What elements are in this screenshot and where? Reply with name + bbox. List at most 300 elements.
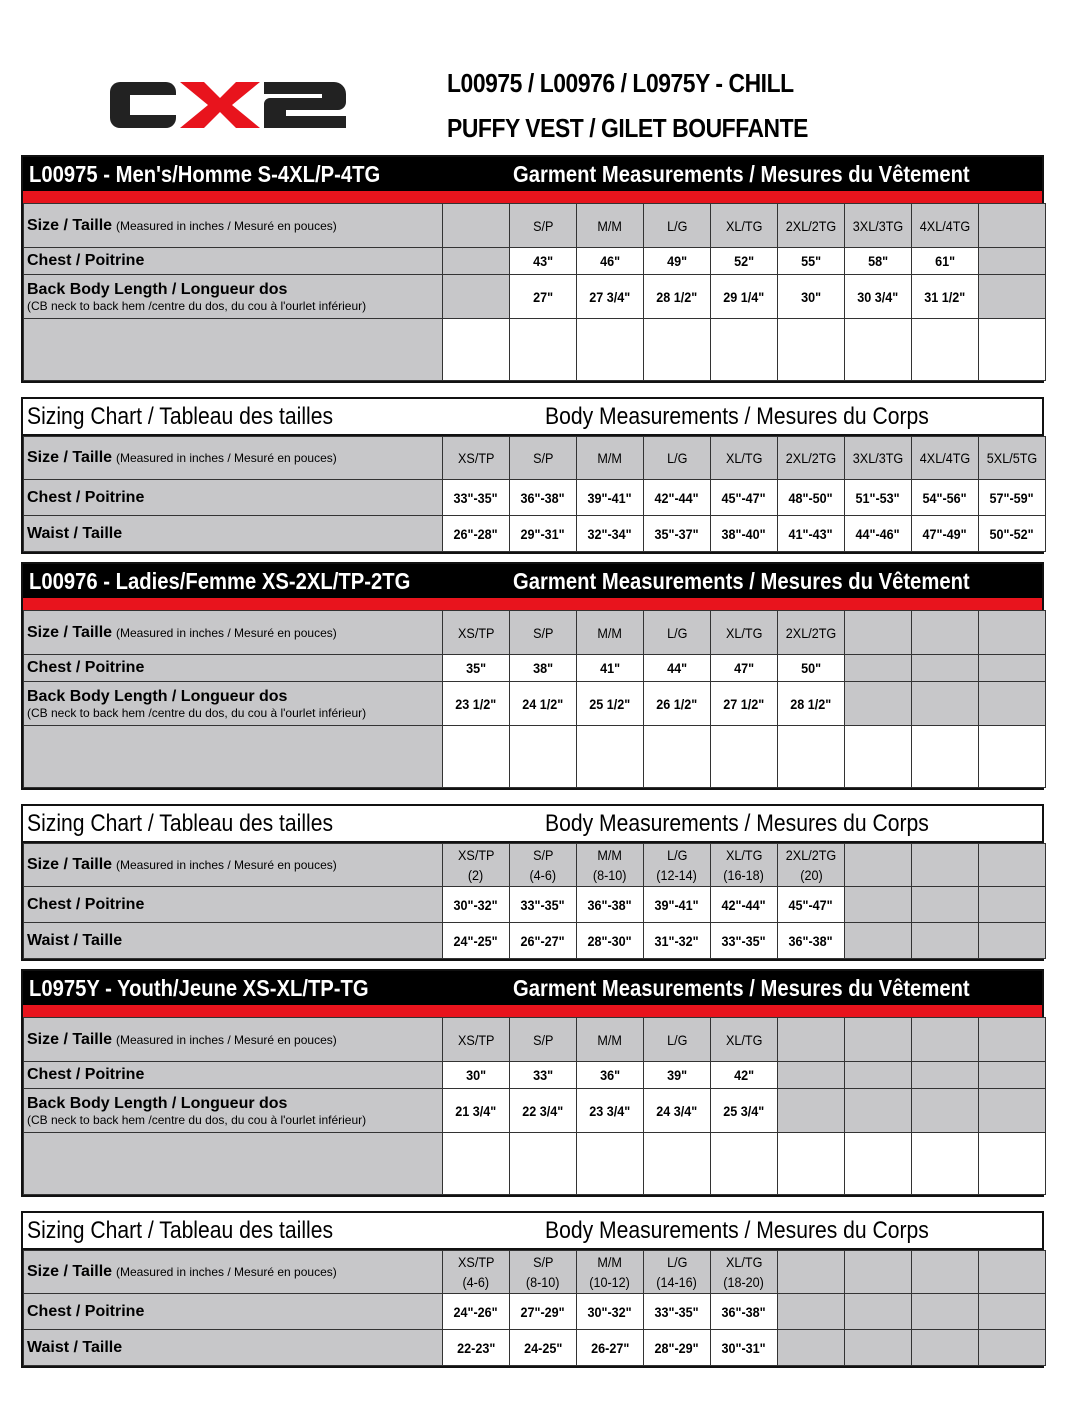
table-cell	[778, 1330, 845, 1366]
table-cell	[979, 1089, 1046, 1133]
measurement-value: 28"-30"	[587, 932, 633, 949]
table-cell	[912, 437, 979, 480]
sizing-chart-title: Sizing Chart / Tableau des tailles	[27, 810, 334, 837]
table-cell	[443, 1089, 510, 1133]
table-cell	[912, 1251, 979, 1294]
table-cell	[711, 1089, 778, 1133]
table-cell	[510, 1251, 577, 1294]
row-label	[24, 611, 443, 655]
size-row	[24, 1251, 1046, 1294]
table-cell	[979, 611, 1046, 655]
table-cell	[443, 248, 510, 275]
table-cell	[845, 1018, 912, 1062]
document-title-line2: PUFFY VEST / GILET BOUFFANTE	[447, 113, 808, 143]
table-cell	[644, 275, 711, 319]
table-cell	[443, 887, 510, 923]
table-cell	[845, 844, 912, 887]
measurement-value: 36"-38"	[788, 932, 834, 949]
table-cell	[577, 204, 644, 248]
garment-measurements-section	[21, 969, 1044, 1197]
size-name: XS/TP	[457, 1031, 495, 1048]
table-cell	[778, 726, 845, 788]
back-length-label: Back Body Length / Longueur dos	[27, 1094, 288, 1112]
chest-label: Chest / Poitrine	[27, 1302, 145, 1320]
row-label	[24, 480, 443, 516]
table-cell	[644, 1089, 711, 1133]
table-cell	[711, 1062, 778, 1089]
table-cell	[443, 611, 510, 655]
measurement-value: 28 1/2"	[790, 695, 832, 712]
row-label	[24, 923, 443, 959]
size-label-note: (Measured in inches / Mesuré en pouces)	[115, 218, 337, 233]
measurement-value: 31 1/2"	[924, 288, 966, 305]
table-cell	[24, 1133, 443, 1195]
table-cell	[912, 248, 979, 275]
table-cell	[845, 726, 912, 788]
size-row	[24, 844, 1046, 887]
body-measurements-title: Body Measurements / Mesures du Corps	[545, 1217, 929, 1244]
measurement-value: 33"-35"	[453, 489, 499, 506]
row-label	[24, 1018, 443, 1062]
table-cell	[845, 1251, 912, 1294]
section-header	[23, 157, 1042, 191]
size-name: XL/TG	[725, 450, 763, 466]
waist-label: Waist / Taille	[27, 931, 123, 949]
table-cell	[912, 726, 979, 788]
table-cell	[845, 1330, 912, 1366]
table-cell	[644, 655, 711, 682]
table-cell	[644, 682, 711, 726]
table-cell	[510, 480, 577, 516]
row-label	[24, 887, 443, 923]
table-cell	[443, 1062, 510, 1089]
table-cell	[711, 437, 778, 480]
measurement-value: 23 3/4"	[589, 1102, 631, 1119]
table-cell	[644, 480, 711, 516]
size-range: (12-14)	[656, 867, 698, 883]
table-cell	[845, 1133, 912, 1195]
document-title-line1: L00975 / L00976 / L0975Y - CHILL	[447, 68, 794, 98]
table-cell	[778, 923, 845, 959]
measurement-value: 49"	[667, 253, 687, 269]
table-cell	[912, 1062, 979, 1089]
table-cell	[912, 1294, 979, 1330]
size-label: Size / Taille	[27, 1263, 113, 1280]
table-cell	[577, 516, 644, 552]
table-cell	[979, 923, 1046, 959]
table-cell	[443, 844, 510, 887]
measurement-value: 42"-44"	[721, 896, 767, 913]
size-name: XL/TG	[725, 847, 763, 863]
table-cell	[577, 319, 644, 381]
table-cell	[979, 887, 1046, 923]
table-cell	[577, 1330, 644, 1366]
size-label-note: (Measured in inches / Mesuré en pouces)	[115, 625, 337, 640]
size-name: XS/TP	[457, 1254, 495, 1270]
measurement-value: 27 1/2"	[723, 695, 765, 712]
table-cell	[711, 516, 778, 552]
table-cell	[979, 275, 1046, 319]
table-cell	[510, 1089, 577, 1133]
size-range: (8-10)	[593, 867, 627, 883]
size-name: M/M	[597, 450, 623, 466]
section-header	[23, 971, 1042, 1005]
size-range: (2)	[468, 867, 484, 883]
table-cell	[577, 1018, 644, 1062]
measurement-value: 47"-49"	[922, 525, 968, 542]
table-cell	[912, 480, 979, 516]
size-name: L/G	[666, 624, 688, 641]
measurement-value: 35"	[466, 660, 486, 676]
size-range: (4-6)	[529, 867, 557, 883]
waist-row	[24, 516, 1046, 552]
row-label	[24, 248, 443, 275]
size-name: 3XL/3TG	[852, 217, 904, 234]
measurement-value: 21 3/4"	[455, 1102, 497, 1119]
chest-label: Chest / Poitrine	[27, 659, 145, 676]
size-range: (14-16)	[656, 1274, 698, 1290]
table-cell	[510, 923, 577, 959]
table-cell	[711, 726, 778, 788]
table-cell	[711, 655, 778, 682]
section-header	[23, 564, 1042, 598]
measurement-value: 25 1/2"	[589, 695, 631, 712]
size-name: S/P	[532, 624, 554, 641]
table-cell	[577, 844, 644, 887]
row-label	[24, 844, 443, 887]
table-cell	[711, 923, 778, 959]
table-cell	[577, 480, 644, 516]
back-length-note: (CB neck to back hem /centre du dos, du cou à l'ourlet inférieur)	[27, 705, 367, 720]
table-cell	[711, 204, 778, 248]
table-cell	[979, 682, 1046, 726]
size-range: (18-20)	[723, 1274, 765, 1290]
table-cell	[778, 275, 845, 319]
table-cell	[845, 319, 912, 381]
measurement-value: 51"-53"	[855, 489, 901, 506]
size-name: 2XL/2TG	[785, 624, 837, 641]
back-length-row	[24, 682, 1046, 726]
table-cell	[979, 204, 1046, 248]
measurement-value: 31"-32"	[654, 932, 700, 949]
table-cell	[510, 655, 577, 682]
body-table	[23, 1250, 1046, 1366]
size-name: 2XL/2TG	[785, 450, 837, 466]
back-length-row	[24, 275, 1046, 319]
measurement-value: 30 3/4"	[857, 288, 899, 305]
measurement-value: 52"	[734, 253, 754, 269]
body-measurements-section	[21, 397, 1044, 554]
table-cell	[644, 437, 711, 480]
measurement-value: 54"-56"	[922, 489, 968, 506]
table-cell	[979, 655, 1046, 682]
measurement-value: 24 3/4"	[656, 1102, 698, 1119]
measurement-value: 26-27"	[590, 1339, 630, 1356]
red-divider	[23, 191, 1042, 203]
size-label: Size / Taille	[27, 216, 113, 234]
table-cell	[443, 437, 510, 480]
size-name: M/M	[597, 624, 623, 641]
chest-row	[24, 655, 1046, 682]
table-cell	[778, 682, 845, 726]
table-cell	[845, 887, 912, 923]
garment-table	[23, 203, 1046, 381]
table-cell	[979, 1330, 1046, 1366]
size-name: S/P	[532, 450, 554, 466]
size-name: XS/TP	[457, 847, 495, 863]
size-range: (8-10)	[526, 1274, 560, 1290]
table-cell	[577, 248, 644, 275]
table-cell	[979, 319, 1046, 381]
table-cell	[979, 726, 1046, 788]
garment-measurements-title: Garment Measurements / Mesures du Vêtement	[513, 975, 970, 1001]
table-cell	[443, 1133, 510, 1195]
measurement-value: 41"	[600, 660, 620, 676]
cx2-logo	[108, 76, 348, 134]
product-title: L00975 - Men's/Homme S-4XL/P-4TG	[29, 161, 381, 187]
measurement-value: 27"	[533, 288, 553, 305]
garment-measurements-title: Garment Measurements / Mesures du Vêtement	[513, 161, 970, 187]
table-cell	[644, 1330, 711, 1366]
measurement-value: 50"-52"	[989, 525, 1035, 542]
row-label	[24, 1089, 443, 1133]
table-cell	[778, 204, 845, 248]
size-name: M/M	[597, 1031, 623, 1048]
table-cell	[778, 655, 845, 682]
chest-label: Chest / Poitrine	[27, 895, 145, 913]
measurement-value: 27"-29"	[520, 1303, 566, 1320]
table-cell	[510, 887, 577, 923]
table-cell	[912, 611, 979, 655]
table-cell	[778, 516, 845, 552]
table-cell	[845, 248, 912, 275]
table-cell	[778, 248, 845, 275]
table-cell	[711, 1133, 778, 1195]
row-label	[24, 1330, 443, 1366]
table-cell	[510, 204, 577, 248]
waist-label: Waist / Taille	[27, 1338, 123, 1356]
table-cell	[979, 437, 1046, 480]
table-cell	[979, 248, 1046, 275]
measurement-value: 22 3/4"	[522, 1102, 564, 1119]
table-cell	[845, 923, 912, 959]
table-cell	[510, 682, 577, 726]
table-cell	[979, 480, 1046, 516]
table-cell	[912, 1133, 979, 1195]
table-cell	[778, 1294, 845, 1330]
table-cell	[845, 682, 912, 726]
size-name: L/G	[666, 217, 688, 234]
measurement-value: 43"	[533, 253, 553, 269]
table-cell	[845, 1294, 912, 1330]
measurement-value: 26"-28"	[453, 525, 499, 542]
measurement-value: 33"-35"	[721, 932, 767, 949]
table-cell	[510, 611, 577, 655]
measurement-value: 24 1/2"	[522, 695, 564, 712]
table-cell	[577, 1062, 644, 1089]
measurement-value: 29 1/4"	[723, 288, 765, 305]
table-cell	[510, 516, 577, 552]
measurement-value: 30"-32"	[453, 896, 499, 913]
size-name: M/M	[597, 1254, 623, 1270]
size-name: L/G	[666, 450, 688, 466]
table-cell	[577, 1089, 644, 1133]
measurement-value: 25 3/4"	[723, 1102, 765, 1119]
measurement-value: 26 1/2"	[656, 695, 698, 712]
empty-row	[24, 726, 1046, 788]
table-cell	[510, 248, 577, 275]
size-name: L/G	[666, 1254, 688, 1270]
red-divider	[23, 1005, 1042, 1017]
size-name: 3XL/3TG	[852, 450, 904, 466]
measurement-value: 61"	[935, 253, 955, 269]
measurement-value: 22-23"	[456, 1339, 496, 1356]
table-cell	[711, 319, 778, 381]
table-cell	[510, 1018, 577, 1062]
table-cell	[443, 726, 510, 788]
table-cell	[644, 1251, 711, 1294]
table-cell	[979, 1062, 1046, 1089]
table-cell	[510, 1294, 577, 1330]
chest-row	[24, 248, 1046, 275]
row-label	[24, 1251, 443, 1294]
back-length-note: (CB neck to back hem /centre du dos, du cou à l'ourlet inférieur)	[27, 298, 367, 313]
table-cell	[644, 516, 711, 552]
table-cell	[979, 1018, 1046, 1062]
garment-table	[23, 1017, 1046, 1195]
table-cell	[644, 1294, 711, 1330]
size-row	[24, 437, 1046, 480]
measurement-value: 42"	[734, 1067, 754, 1083]
table-cell	[845, 655, 912, 682]
size-label-note: (Measured in inches / Mesuré en pouces)	[115, 451, 337, 465]
sizing-chart-title: Sizing Chart / Tableau des tailles	[27, 403, 334, 430]
size-name: L/G	[666, 847, 688, 863]
table-cell	[577, 682, 644, 726]
chest-row	[24, 887, 1046, 923]
empty-row	[24, 319, 1046, 381]
size-name: 4XL/4TG	[919, 217, 971, 234]
table-cell	[644, 887, 711, 923]
body-measurements-title: Body Measurements / Mesures du Corps	[545, 403, 929, 430]
measurement-value: 39"	[667, 1067, 687, 1083]
waist-label: Waist / Taille	[27, 524, 123, 542]
measurement-value: 30"-32"	[587, 1303, 633, 1320]
body-table	[23, 436, 1046, 552]
table-cell	[510, 1062, 577, 1089]
size-row	[24, 1018, 1046, 1062]
table-cell	[979, 516, 1046, 552]
chest-row	[24, 1062, 1046, 1089]
body-table	[23, 843, 1046, 959]
measurement-value: 33"-35"	[520, 896, 566, 913]
table-cell	[644, 726, 711, 788]
table-cell	[510, 726, 577, 788]
chest-label: Chest / Poitrine	[27, 1066, 145, 1083]
sizing-chart-header	[23, 806, 1042, 843]
table-cell	[912, 1330, 979, 1366]
size-name: M/M	[597, 217, 623, 234]
size-name: 2XL/2TG	[785, 847, 837, 863]
garment-table	[23, 610, 1046, 788]
table-cell	[979, 844, 1046, 887]
measurement-value: 24"-26"	[453, 1303, 499, 1320]
size-name: XS/TP	[457, 450, 495, 466]
size-name: M/M	[597, 847, 623, 863]
measurement-value: 23 1/2"	[455, 695, 497, 712]
table-cell	[577, 1251, 644, 1294]
table-cell	[845, 204, 912, 248]
product-title: L00976 - Ladies/Femme XS-2XL/TP-2TG	[29, 568, 411, 594]
table-cell	[778, 1133, 845, 1195]
sizing-chart-header	[23, 399, 1042, 436]
measurement-value: 41"-43"	[788, 525, 834, 542]
table-cell	[778, 611, 845, 655]
table-cell	[912, 844, 979, 887]
table-cell	[778, 887, 845, 923]
table-cell	[644, 1133, 711, 1195]
table-cell	[711, 1251, 778, 1294]
table-cell	[912, 655, 979, 682]
waist-row	[24, 1330, 1046, 1366]
size-name: S/P	[532, 1254, 554, 1270]
table-cell	[845, 437, 912, 480]
table-cell	[845, 480, 912, 516]
size-name: XL/TG	[725, 624, 763, 641]
table-cell	[577, 437, 644, 480]
size-row	[24, 204, 1046, 248]
table-cell	[644, 923, 711, 959]
measurement-value: 36"-38"	[520, 489, 566, 506]
table-cell	[443, 275, 510, 319]
table-cell	[912, 887, 979, 923]
table-cell	[644, 1062, 711, 1089]
table-cell	[912, 516, 979, 552]
back-length-label: Back Body Length / Longueur dos	[27, 687, 288, 705]
table-cell	[443, 516, 510, 552]
row-label	[24, 655, 443, 682]
body-measurements-title: Body Measurements / Mesures du Corps	[545, 810, 929, 837]
table-cell	[577, 887, 644, 923]
measurement-value: 48"-50"	[788, 489, 834, 506]
size-name: S/P	[532, 847, 554, 863]
size-range: (10-12)	[589, 1274, 631, 1290]
row-label	[24, 516, 443, 552]
product-title: L0975Y - Youth/Jeune XS-XL/TP-TG	[29, 975, 369, 1001]
measurement-value: 33"-35"	[654, 1303, 700, 1320]
table-cell	[577, 726, 644, 788]
size-label: Size / Taille	[27, 623, 113, 641]
empty-row	[24, 1133, 1046, 1195]
table-cell	[510, 275, 577, 319]
table-cell	[711, 887, 778, 923]
measurement-value: 45"-47"	[788, 896, 834, 913]
table-cell	[845, 1062, 912, 1089]
table-cell	[979, 1294, 1046, 1330]
chest-label: Chest / Poitrine	[27, 488, 145, 506]
table-cell	[443, 480, 510, 516]
row-label	[24, 682, 443, 726]
measurement-value: 55"	[801, 253, 821, 269]
measurement-value: 29"-31"	[520, 525, 566, 542]
table-cell	[577, 1294, 644, 1330]
garment-measurements-section	[21, 155, 1044, 383]
measurement-value: 44"	[667, 660, 687, 676]
size-name: XL/TG	[725, 1031, 763, 1048]
measurement-value: 47"	[734, 660, 754, 676]
table-cell	[845, 516, 912, 552]
measurement-value: 36"-38"	[721, 1303, 767, 1320]
